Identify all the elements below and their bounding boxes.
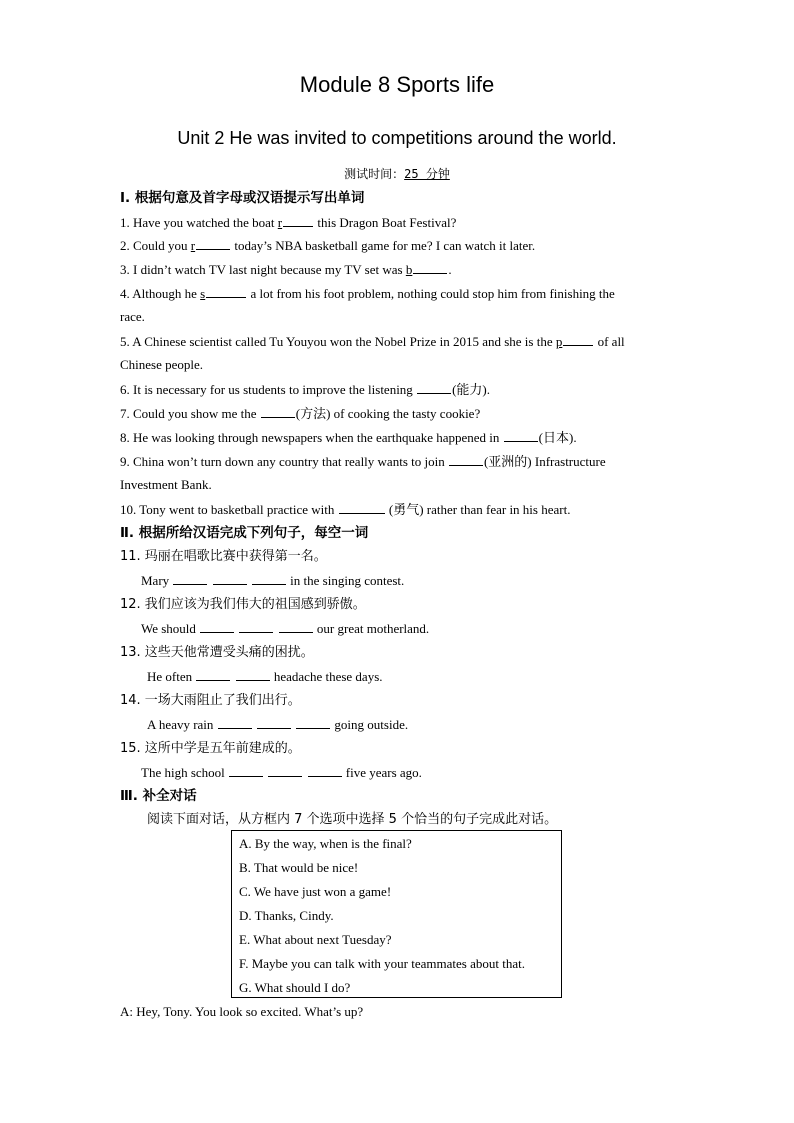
option-f: F. Maybe you can talk with your teammates about that. bbox=[239, 956, 525, 971]
option-e: E. What about next Tuesday? bbox=[239, 932, 392, 947]
question-14: A heavy rain going outside. bbox=[147, 714, 702, 735]
option-a: A. By the way, when is the final? bbox=[239, 836, 412, 851]
question-13-chinese: 13. 这些天他常遭受头痛的困扰。 bbox=[120, 645, 314, 660]
answer-blank[interactable] bbox=[283, 212, 313, 227]
dialogue-line-1: A: Hey, Tony. You look so excited. What’s up? bbox=[120, 1004, 364, 1019]
answer-blank[interactable] bbox=[308, 762, 342, 777]
question-13: He often headache these days. bbox=[147, 666, 702, 687]
answer-blank[interactable] bbox=[504, 427, 538, 442]
question-12: We should our great motherland. bbox=[141, 618, 696, 639]
answer-blank[interactable] bbox=[296, 714, 330, 729]
question-11-chinese: 11. 玛丽在唱歌比赛中获得第一名。 bbox=[120, 549, 327, 564]
question-1: 1. Have you watched the boat r this Dragon Boat Festival? bbox=[120, 212, 675, 233]
answer-blank[interactable] bbox=[229, 762, 263, 777]
answer-blank[interactable] bbox=[196, 666, 230, 681]
option-d: D. Thanks, Cindy. bbox=[239, 908, 334, 923]
hint-letter: r bbox=[190, 238, 196, 253]
hint-letter: s bbox=[200, 286, 206, 301]
page-subtitle: Unit 2 He was invited to competitions around the world. bbox=[177, 128, 617, 148]
page-title: Module 8 Sports life bbox=[299, 72, 495, 97]
question-14-chinese: 14. 一场大雨阻止了我们出行。 bbox=[120, 693, 301, 708]
question-5: 5. A Chinese scientist called Tu Youyou won the Nobel Prize in 2015 and she is the p of all bbox=[120, 331, 675, 352]
answer-blank[interactable] bbox=[257, 714, 291, 729]
test-time-label: 测试时间： bbox=[344, 167, 405, 181]
hint-letter: b bbox=[405, 262, 413, 277]
answer-blank[interactable] bbox=[236, 666, 270, 681]
section-3-heading: Ⅲ. 补全对话 bbox=[120, 788, 197, 804]
question-8: 8. He was looking through newspapers when the earthquake happened in (日本). bbox=[120, 427, 675, 448]
test-time bbox=[0, 165, 794, 182]
question-2: 2. Could you r today’s NBA basketball game for me? I can watch it later. bbox=[120, 235, 675, 256]
answer-blank[interactable] bbox=[339, 499, 385, 514]
answer-blank[interactable] bbox=[268, 762, 302, 777]
answer-blank[interactable] bbox=[413, 259, 447, 274]
answer-blank[interactable] bbox=[206, 283, 246, 298]
question-9-cont: Investment Bank. bbox=[120, 477, 212, 492]
question-5-cont: Chinese people. bbox=[120, 357, 204, 372]
answer-blank[interactable] bbox=[279, 618, 313, 633]
answer-blank[interactable] bbox=[200, 618, 234, 633]
question-10: 10. Tony went to basketball practice with (勇气) rather than fear in his heart. bbox=[120, 499, 675, 520]
answer-blank[interactable] bbox=[449, 451, 483, 466]
question-15: The high school five years ago. bbox=[141, 762, 696, 783]
question-11: Mary in the singing contest. bbox=[141, 570, 696, 591]
answer-blank[interactable] bbox=[261, 403, 295, 418]
question-12-chinese: 12. 我们应该为我们伟大的祖国感到骄傲。 bbox=[120, 597, 366, 612]
question-4-cont: race. bbox=[120, 309, 145, 324]
answer-blank[interactable] bbox=[196, 235, 230, 250]
question-9: 9. China won’t turn down any country that really wants to join (亚洲的) Infrastructure bbox=[120, 451, 675, 472]
answer-blank[interactable] bbox=[563, 331, 593, 346]
hint-letter: r bbox=[277, 215, 283, 230]
section-3-instruction: 阅读下面对话，从方框内 7 个选项中选择 5 个恰当的句子完成此对话。 bbox=[147, 812, 558, 827]
test-time-value: 25 分钟 bbox=[404, 167, 450, 181]
answer-blank[interactable] bbox=[252, 570, 286, 585]
question-3: 3. I didn’t watch TV last night because my TV set was b . bbox=[120, 259, 675, 280]
option-g: G. What should I do? bbox=[239, 980, 351, 995]
answer-blank[interactable] bbox=[213, 570, 247, 585]
option-c: C. We have just won a game! bbox=[239, 884, 392, 899]
options-box bbox=[231, 830, 562, 998]
question-15-chinese: 15. 这所中学是五年前建成的。 bbox=[120, 741, 301, 756]
question-6: 6. It is necessary for us students to improve the listening (能力). bbox=[120, 379, 675, 400]
section-1-heading: Ⅰ. 根据句意及首字母或汉语提示写出单词 bbox=[120, 190, 365, 206]
question-4: 4. Although he s a lot from his foot problem, nothing could stop him from finishing the bbox=[120, 283, 675, 304]
hint-letter: p bbox=[555, 334, 563, 349]
answer-blank[interactable] bbox=[239, 618, 273, 633]
option-b: B. That would be nice! bbox=[239, 860, 359, 875]
section-2-heading: Ⅱ. 根据所给汉语完成下列句子，每空一词 bbox=[120, 525, 369, 541]
answer-blank[interactable] bbox=[417, 379, 451, 394]
answer-blank[interactable] bbox=[218, 714, 252, 729]
answer-blank[interactable] bbox=[173, 570, 207, 585]
question-7: 7. Could you show me the (方法) of cooking the tasty cookie? bbox=[120, 403, 675, 424]
